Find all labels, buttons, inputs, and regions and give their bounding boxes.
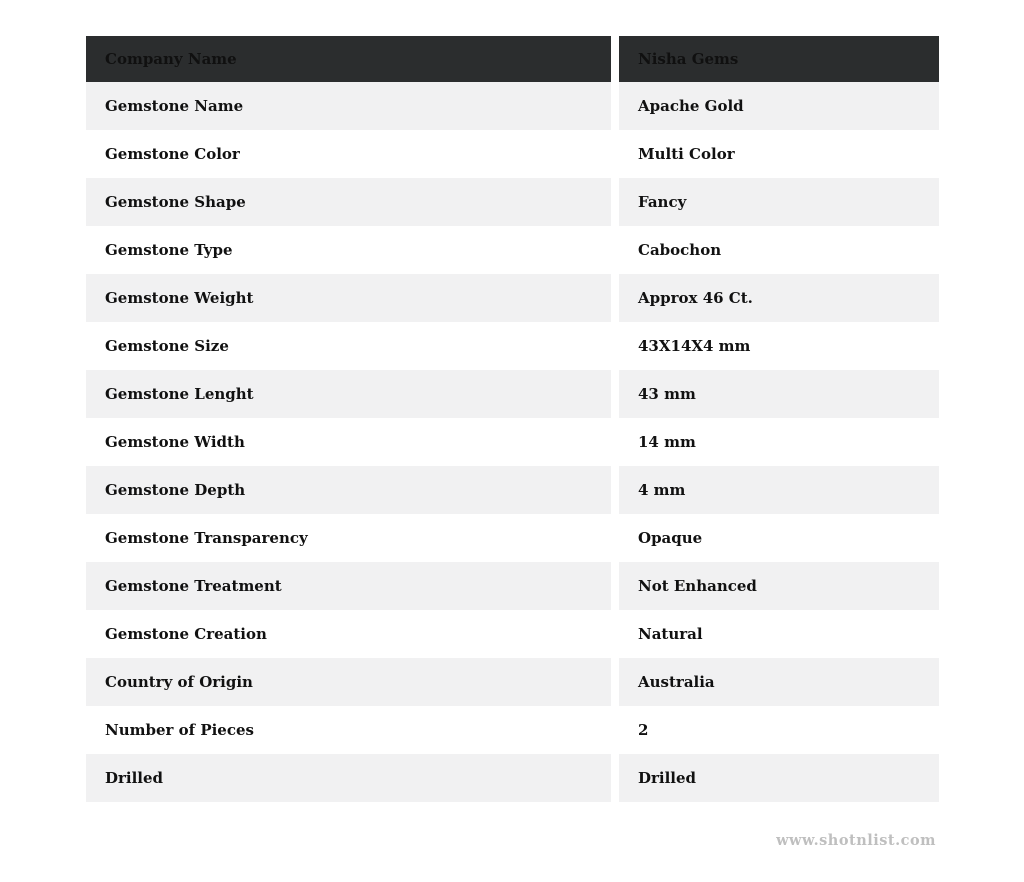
row-value: Cabochon	[619, 226, 939, 274]
gemstone-details-table	[86, 36, 939, 802]
row-label: Gemstone Size	[86, 322, 611, 370]
table-row	[86, 418, 939, 466]
row-label: Country of Origin	[86, 658, 611, 706]
table-row	[86, 706, 939, 754]
table-row	[86, 82, 939, 130]
row-value: 43X14X4 mm	[619, 322, 939, 370]
table-body	[86, 82, 939, 802]
row-label: Gemstone Depth	[86, 466, 611, 514]
table-row	[86, 466, 939, 514]
table-row	[86, 658, 939, 706]
row-value: Natural	[619, 610, 939, 658]
table-row	[86, 754, 939, 802]
row-label: Gemstone Width	[86, 418, 611, 466]
table-row	[86, 178, 939, 226]
table-row	[86, 226, 939, 274]
row-value: Not Enhanced	[619, 562, 939, 610]
row-label: Gemstone Weight	[86, 274, 611, 322]
row-label: Gemstone Color	[86, 130, 611, 178]
header-company-name: Company Name	[86, 36, 611, 82]
row-label: Gemstone Lenght	[86, 370, 611, 418]
table-row	[86, 322, 939, 370]
row-value: Approx 46 Ct.	[619, 274, 939, 322]
header-company-value: Nisha Gems	[619, 36, 939, 82]
row-value: Opaque	[619, 514, 939, 562]
table-header-row	[86, 36, 939, 82]
row-label: Gemstone Creation	[86, 610, 611, 658]
row-value: Fancy	[619, 178, 939, 226]
row-value: 14 mm	[619, 418, 939, 466]
row-value: Multi Color	[619, 130, 939, 178]
row-value: 2	[619, 706, 939, 754]
row-label: Gemstone Type	[86, 226, 611, 274]
table-row	[86, 370, 939, 418]
table-row	[86, 130, 939, 178]
row-value: 43 mm	[619, 370, 939, 418]
row-label: Drilled	[86, 754, 611, 802]
table-row	[86, 274, 939, 322]
table-row	[86, 562, 939, 610]
row-label: Gemstone Transparency	[86, 514, 611, 562]
row-label: Number of Pieces	[86, 706, 611, 754]
watermark: www.shotnlist.com	[776, 832, 936, 849]
table-row	[86, 610, 939, 658]
row-label: Gemstone Treatment	[86, 562, 611, 610]
row-value: Apache Gold	[619, 82, 939, 130]
row-value: Drilled	[619, 754, 939, 802]
table-row	[86, 514, 939, 562]
row-label: Gemstone Shape	[86, 178, 611, 226]
row-value: Australia	[619, 658, 939, 706]
row-value: 4 mm	[619, 466, 939, 514]
row-label: Gemstone Name	[86, 82, 611, 130]
